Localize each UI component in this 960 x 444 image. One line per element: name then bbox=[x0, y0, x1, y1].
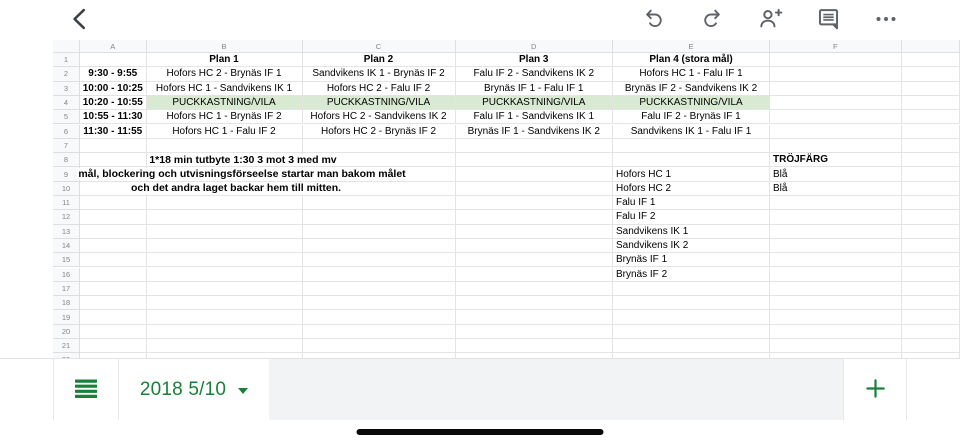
cell-C4[interactable]: PUCKKASTNING/VILA bbox=[303, 96, 456, 110]
row-header-19[interactable]: 19 bbox=[53, 310, 80, 324]
cell-E1[interactable]: Plan 4 (stora mål) bbox=[613, 53, 770, 67]
cell-B6[interactable]: Hofors HC 1 - Falu IF 2 bbox=[147, 125, 303, 139]
column-header-G[interactable] bbox=[902, 40, 960, 53]
cell-E8[interactable] bbox=[613, 153, 770, 167]
column-header-C[interactable]: C bbox=[303, 40, 456, 53]
cell-B17[interactable] bbox=[147, 282, 303, 296]
cell-A4[interactable]: 10:20 - 10:55 bbox=[80, 96, 147, 110]
row-header-5[interactable]: 5 bbox=[53, 110, 80, 124]
active-sheet-tab[interactable] bbox=[118, 359, 269, 421]
add-sheet-button[interactable] bbox=[843, 359, 907, 421]
cell-G18[interactable] bbox=[902, 296, 960, 310]
row-header-18[interactable]: 18 bbox=[53, 296, 80, 310]
cell-C16[interactable] bbox=[303, 268, 456, 282]
row-header-6[interactable]: 6 bbox=[53, 125, 80, 139]
grid-corner-cell[interactable] bbox=[53, 40, 80, 53]
ellipsis-icon bbox=[874, 7, 898, 34]
cell-E13[interactable]: Sandvikens IK 1 bbox=[613, 225, 770, 239]
cell-A12[interactable] bbox=[80, 210, 147, 224]
cell-D7[interactable] bbox=[456, 139, 614, 153]
cell-G3[interactable] bbox=[902, 82, 960, 96]
cell-B18[interactable] bbox=[147, 296, 303, 310]
cell-B4[interactable]: PUCKKASTNING/VILA bbox=[147, 96, 303, 110]
cell-G8[interactable] bbox=[902, 153, 960, 167]
column-header-D[interactable]: D bbox=[456, 40, 614, 53]
note-row-9: mål, blockering och utvisningsförseelse startar man bakom målet bbox=[78, 168, 406, 180]
cell-B5[interactable]: Hofors HC 1 - Brynäs IF 2 bbox=[147, 110, 303, 124]
cell-D17[interactable] bbox=[456, 282, 614, 296]
cell-C21[interactable] bbox=[303, 339, 456, 353]
cell-C7[interactable] bbox=[303, 139, 456, 153]
cell-A3[interactable]: 10:00 - 10:25 bbox=[80, 82, 147, 96]
row-header-20[interactable]: 20 bbox=[53, 325, 80, 339]
comment-icon bbox=[816, 6, 841, 34]
undo-icon bbox=[642, 7, 666, 34]
cell-D5[interactable]: Falu IF 1 - Sandvikens IK 1 bbox=[456, 110, 614, 124]
cell-A13[interactable] bbox=[80, 225, 147, 239]
cell-F17[interactable] bbox=[770, 282, 902, 296]
cell-F9[interactable]: Blå bbox=[770, 167, 902, 181]
cell-F12[interactable] bbox=[770, 210, 902, 224]
cell-E3[interactable]: Brynäs IF 2 - Sandvikens IK 2 bbox=[613, 82, 770, 96]
sheet-tab-bar bbox=[0, 358, 960, 420]
cell-D15[interactable] bbox=[456, 253, 614, 267]
cell-G19[interactable] bbox=[902, 310, 960, 324]
cell-D16[interactable] bbox=[456, 268, 614, 282]
row-header-4[interactable]: 4 bbox=[53, 96, 80, 110]
cell-C13[interactable] bbox=[303, 225, 456, 239]
cell-B2[interactable]: Hofors HC 2 - Brynäs IF 1 bbox=[147, 67, 303, 81]
cell-D3[interactable]: Brynäs IF 1 - Falu IF 1 bbox=[456, 82, 614, 96]
cell-A7[interactable] bbox=[80, 139, 147, 153]
cell-A15[interactable] bbox=[80, 253, 147, 267]
cell-E21[interactable] bbox=[613, 339, 770, 353]
cell-B14[interactable] bbox=[147, 239, 303, 253]
cell-F8[interactable]: TRÖJFÄRG bbox=[770, 153, 902, 167]
cell-A21[interactable] bbox=[80, 339, 147, 353]
back-chevron-icon bbox=[67, 6, 93, 35]
cell-G14[interactable] bbox=[902, 239, 960, 253]
cell-D9[interactable] bbox=[456, 167, 614, 181]
cell-E14[interactable]: Sandvikens IK 2 bbox=[613, 239, 770, 253]
cell-D1[interactable]: Plan 3 bbox=[456, 53, 614, 67]
top-app-bar bbox=[0, 0, 960, 40]
cell-A20[interactable] bbox=[80, 325, 147, 339]
cell-G12[interactable] bbox=[902, 210, 960, 224]
cell-G10[interactable] bbox=[902, 182, 960, 196]
cell-B19[interactable] bbox=[147, 310, 303, 324]
cell-F10[interactable]: Blå bbox=[770, 182, 902, 196]
column-header-B[interactable]: B bbox=[147, 40, 303, 53]
cell-E10[interactable]: Hofors HC 2 bbox=[613, 182, 770, 196]
cell-F5[interactable] bbox=[770, 110, 902, 124]
cell-B15[interactable] bbox=[147, 253, 303, 267]
row-header-10[interactable]: 10 bbox=[53, 182, 80, 196]
cell-E7[interactable] bbox=[613, 139, 770, 153]
cell-A14[interactable] bbox=[80, 239, 147, 253]
cell-C6[interactable]: Hofors HC 2 - Brynäs IF 2 bbox=[303, 125, 456, 139]
cell-D11[interactable] bbox=[456, 196, 614, 210]
cell-B21[interactable] bbox=[147, 339, 303, 353]
cell-F14[interactable] bbox=[770, 239, 902, 253]
cell-D21[interactable] bbox=[456, 339, 614, 353]
cell-D6[interactable]: Brynäs IF 1 - Sandvikens IK 2 bbox=[456, 125, 614, 139]
cell-E20[interactable] bbox=[613, 325, 770, 339]
cell-F1[interactable] bbox=[770, 53, 902, 67]
cell-B7[interactable] bbox=[147, 139, 303, 153]
plus-icon bbox=[864, 377, 887, 403]
cell-C20[interactable] bbox=[303, 325, 456, 339]
top-bar-actions bbox=[638, 4, 902, 36]
cell-A2[interactable]: 9:30 - 9:55 bbox=[80, 67, 147, 81]
cell-B1[interactable]: Plan 1 bbox=[147, 53, 303, 67]
undo-button[interactable] bbox=[638, 4, 670, 36]
cell-G2[interactable] bbox=[902, 67, 960, 81]
column-header-E[interactable]: E bbox=[613, 40, 770, 53]
cell-F20[interactable] bbox=[770, 325, 902, 339]
column-header-A[interactable]: A bbox=[80, 40, 147, 53]
cell-E9[interactable]: Hofors HC 1 bbox=[613, 167, 770, 181]
cell-G7[interactable] bbox=[902, 139, 960, 153]
cell-G6[interactable] bbox=[902, 125, 960, 139]
cell-A16[interactable] bbox=[80, 268, 147, 282]
cell-C5[interactable]: Hofors HC 2 - Sandvikens IK 2 bbox=[303, 110, 456, 124]
row-header-15[interactable]: 15 bbox=[53, 253, 80, 267]
cell-G15[interactable] bbox=[902, 253, 960, 267]
row-header-17[interactable]: 17 bbox=[53, 282, 80, 296]
row-header-12[interactable]: 12 bbox=[53, 210, 80, 224]
sheets-list-icon bbox=[74, 379, 98, 402]
cell-D14[interactable] bbox=[456, 239, 614, 253]
cell-F3[interactable] bbox=[770, 82, 902, 96]
cell-F7[interactable] bbox=[770, 139, 902, 153]
cell-E2[interactable]: Hofors HC 1 - Falu IF 1 bbox=[613, 67, 770, 81]
cell-F16[interactable] bbox=[770, 268, 902, 282]
cell-E16[interactable]: Brynäs IF 2 bbox=[613, 268, 770, 282]
sheet-dropdown-caret-icon bbox=[238, 388, 248, 394]
redo-icon bbox=[700, 7, 724, 34]
cell-A1[interactable] bbox=[80, 53, 147, 67]
more-options-button[interactable] bbox=[870, 4, 902, 36]
row-header-7[interactable]: 7 bbox=[53, 139, 80, 153]
tab-bar-empty-area bbox=[269, 359, 843, 421]
cell-D8[interactable] bbox=[456, 153, 614, 167]
cell-C12[interactable] bbox=[303, 210, 456, 224]
cell-C2[interactable]: Sandvikens IK 1 - Brynäs IF 2 bbox=[303, 67, 456, 81]
redo-button[interactable] bbox=[696, 4, 728, 36]
cell-E19[interactable] bbox=[613, 310, 770, 324]
sheets-list-button[interactable] bbox=[53, 359, 118, 421]
cell-A6[interactable]: 11:30 - 11:55 bbox=[80, 125, 147, 139]
cell-E17[interactable] bbox=[613, 282, 770, 296]
cell-G4[interactable] bbox=[902, 96, 960, 110]
cell-F2[interactable] bbox=[770, 67, 902, 81]
cell-C1[interactable]: Plan 2 bbox=[303, 53, 456, 67]
cell-E5[interactable]: Falu IF 2 - Brynäs IF 1 bbox=[613, 110, 770, 124]
cell-F6[interactable] bbox=[770, 125, 902, 139]
cell-F4[interactable] bbox=[770, 96, 902, 110]
cell-C14[interactable] bbox=[303, 239, 456, 253]
note-row-8: 1*18 min tutbyte 1:30 3 mot 3 med mv bbox=[149, 153, 337, 166]
cell-D20[interactable] bbox=[456, 325, 614, 339]
cell-B13[interactable] bbox=[147, 225, 303, 239]
cell-D18[interactable] bbox=[456, 296, 614, 310]
cell-A17[interactable] bbox=[80, 282, 147, 296]
cell-G11[interactable] bbox=[902, 196, 960, 210]
cell-F18[interactable] bbox=[770, 296, 902, 310]
home-indicator-strip bbox=[0, 420, 960, 444]
row-header-13[interactable]: 13 bbox=[53, 225, 80, 239]
note-row-10: och det andra laget backar hem till mitten. bbox=[130, 182, 342, 195]
comments-button[interactable] bbox=[812, 4, 844, 36]
cell-C15[interactable] bbox=[303, 253, 456, 267]
cell-B12[interactable] bbox=[147, 210, 303, 224]
cell-F19[interactable] bbox=[770, 310, 902, 324]
cell-G17[interactable] bbox=[902, 282, 960, 296]
cell-D19[interactable] bbox=[456, 310, 614, 324]
cell-E18[interactable] bbox=[613, 296, 770, 310]
cell-A18[interactable] bbox=[80, 296, 147, 310]
cell-E4[interactable]: PUCKKASTNING/VILA bbox=[613, 96, 770, 110]
cell-B3[interactable]: Hofors HC 1 - Sandvikens IK 1 bbox=[147, 82, 303, 96]
home-indicator[interactable] bbox=[357, 429, 604, 435]
cell-F11[interactable] bbox=[770, 196, 902, 210]
cell-G1[interactable] bbox=[902, 53, 960, 67]
cell-D10[interactable] bbox=[456, 182, 614, 196]
active-sheet-name: 2018 5/10 bbox=[139, 379, 227, 400]
share-add-person-button[interactable] bbox=[754, 4, 786, 36]
cell-F21[interactable] bbox=[770, 339, 902, 353]
row-header-2[interactable]: 2 bbox=[53, 67, 80, 81]
cell-B11[interactable] bbox=[147, 196, 303, 210]
row-header-14[interactable]: 14 bbox=[53, 239, 80, 253]
cell-D12[interactable] bbox=[456, 210, 614, 224]
cell-C3[interactable]: Hofors HC 2 - Falu IF 2 bbox=[303, 82, 456, 96]
spreadsheet-grid bbox=[0, 40, 960, 358]
cell-C18[interactable] bbox=[303, 296, 456, 310]
cell-E15[interactable]: Brynäs IF 1 bbox=[613, 253, 770, 267]
cell-G13[interactable] bbox=[902, 225, 960, 239]
cell-G9[interactable] bbox=[902, 167, 960, 181]
cell-F15[interactable] bbox=[770, 253, 902, 267]
cell-G16[interactable] bbox=[902, 268, 960, 282]
cell-E11[interactable]: Falu IF 1 bbox=[613, 196, 770, 210]
cell-A11[interactable] bbox=[80, 196, 147, 210]
cell-G21[interactable] bbox=[902, 339, 960, 353]
cell-C17[interactable] bbox=[303, 282, 456, 296]
cell-A5[interactable]: 10:55 - 11:30 bbox=[80, 110, 147, 124]
cell-G20[interactable] bbox=[902, 325, 960, 339]
cell-D13[interactable] bbox=[456, 225, 614, 239]
cell-B16[interactable] bbox=[147, 268, 303, 282]
cell-E6[interactable]: Sandvikens IK 1 - Falu IF 1 bbox=[613, 125, 770, 139]
add-person-icon bbox=[758, 6, 783, 34]
cell-C11[interactable] bbox=[303, 196, 456, 210]
cell-D4[interactable]: PUCKKASTNING/VILA bbox=[456, 96, 614, 110]
cell-C19[interactable] bbox=[303, 310, 456, 324]
row-header-3[interactable]: 3 bbox=[53, 82, 80, 96]
row-header-16[interactable]: 16 bbox=[53, 268, 80, 282]
cell-A8[interactable] bbox=[80, 153, 147, 167]
row-header-21[interactable]: 21 bbox=[53, 339, 80, 353]
row-header-11[interactable]: 11 bbox=[53, 196, 80, 210]
cell-D2[interactable]: Falu IF 2 - Sandvikens IK 2 bbox=[456, 67, 614, 81]
row-header-1[interactable]: 1 bbox=[53, 53, 80, 67]
row-header-9[interactable]: 9 bbox=[53, 167, 80, 181]
back-button[interactable] bbox=[64, 4, 96, 36]
column-header-F[interactable]: F bbox=[770, 40, 902, 53]
cell-B20[interactable] bbox=[147, 325, 303, 339]
cell-A19[interactable] bbox=[80, 310, 147, 324]
cell-E12[interactable]: Falu IF 2 bbox=[613, 210, 770, 224]
cell-F13[interactable] bbox=[770, 225, 902, 239]
row-header-8[interactable]: 8 bbox=[53, 153, 80, 167]
cell-G5[interactable] bbox=[902, 110, 960, 124]
